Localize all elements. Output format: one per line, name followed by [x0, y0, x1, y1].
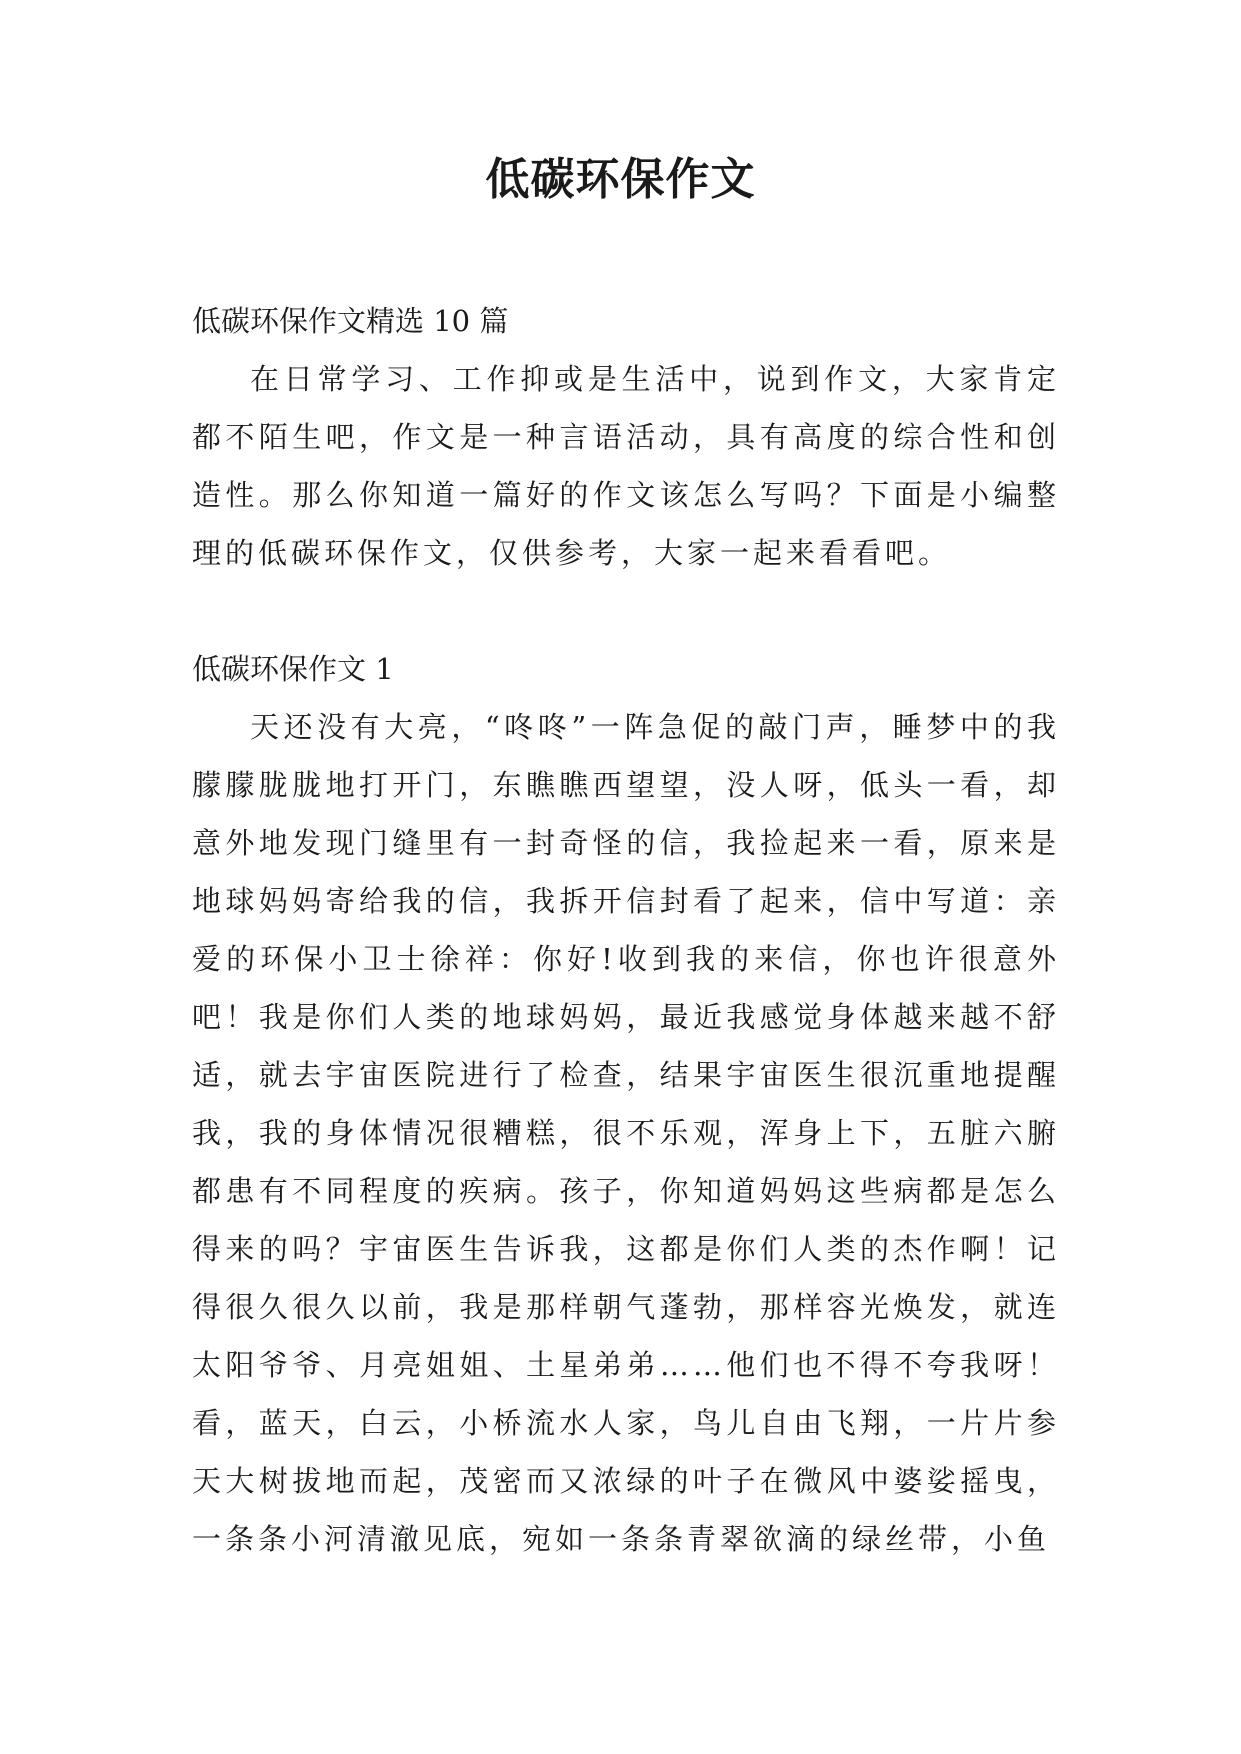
document-body [192, 292, 1060, 1568]
document-title: 低碳环保作文 [485, 154, 756, 205]
document-subtitle: 低碳环保作文精选 10 篇 [192, 304, 509, 338]
section-heading-1: 低碳环保作文 1 [192, 652, 394, 686]
section-paragraph-1: 天还没有大亮，“咚咚”一阵急促的敲门声，睡梦中的我朦朦胧胧地打开门，东瞧瞧西望望，没人呀，低头一看，却意外地发现门缝里有一封奇怪的信，我捡起来一看，原来是地球妈妈寄给我的信，我拆开信封看了起来，信中写道：亲爱的环保小卫士徐祥：你好!收到我的来信，你也许很意外吧！我是你们人类的地球妈妈，最近我感觉身体越来越不舒适，就去宇宙医院进行了检查，结果宇宙医生很沉重地提醒我，我的身体情况很糟糕，很不乐观，浑身上下，五脏六腑都患有不同程度的疾病。孩子，你知道妈妈这些病都是怎么得来的吗？宇宙医生告诉我，这都是你们人类的杰作啊！记得很久很久以前，我是那样朝气蓬勃，那样容光焕发，就连太阳爷爷、月亮姐姐、土星弟弟……他们也不得不夸我呀！看，蓝天，白云，小桥流水人家，鸟儿自由飞翔，一片片参天大树拔地而起，茂密而又浓绿的叶子在微风中婆娑摇曳，一条条小河清澈见底，宛如一条条青翠欲滴的绿丝带，小鱼 [192, 710, 1060, 1556]
intro-paragraph: 在日常学习、工作抑或是生活中，说到作文，大家肯定都不陌生吧，作文是一种言语活动，具有高度的综合性和创造性。那么你知道一篇好的作文该怎么写吗？下面是小编整理的低碳环保作文，仅供参考，大家一起来看看吧。 [192, 362, 1060, 570]
